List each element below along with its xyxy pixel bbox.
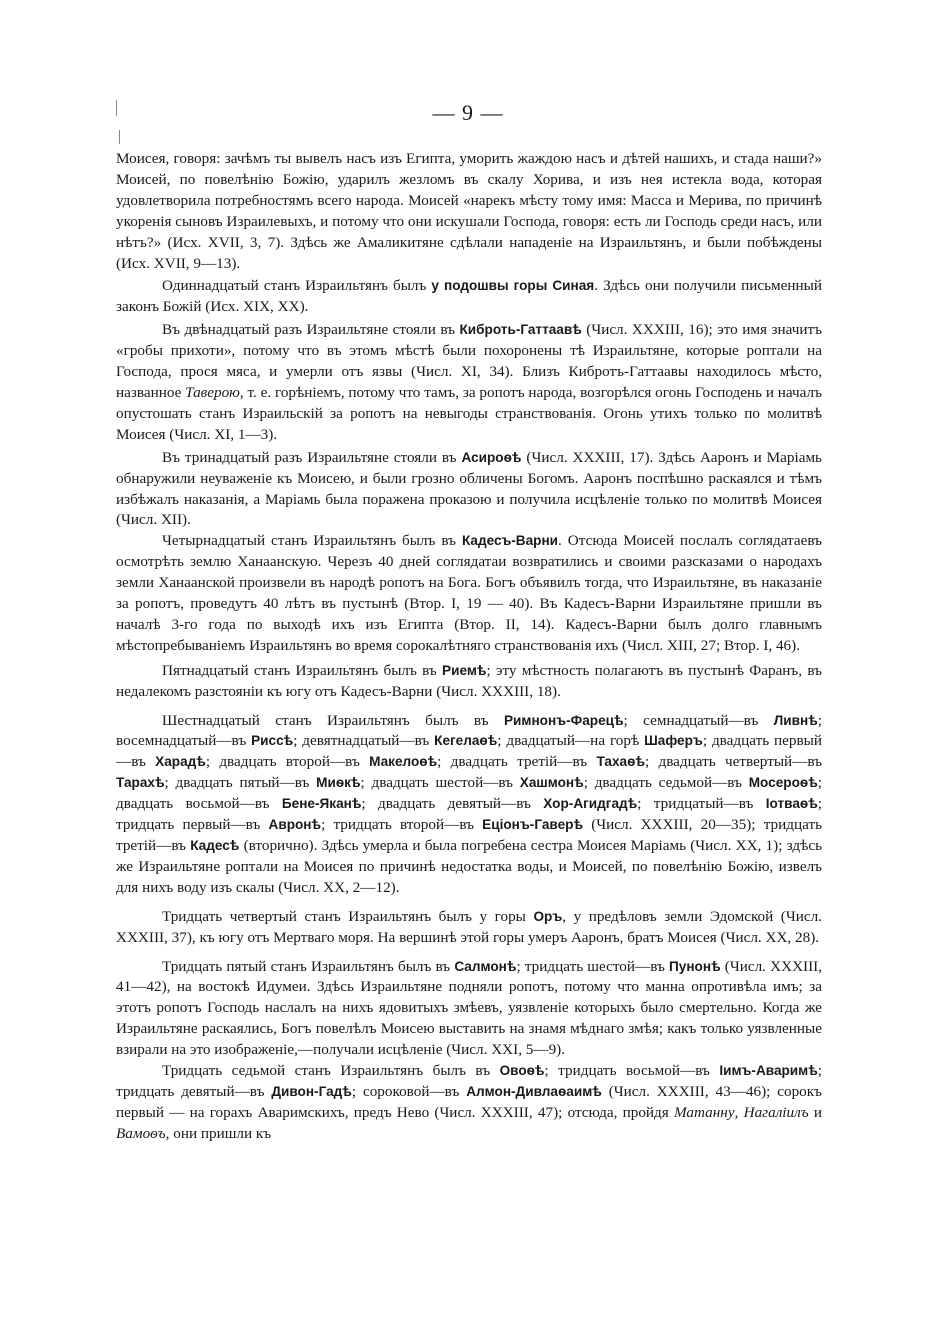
text-run: ; двадцать первый—въ <box>116 732 823 771</box>
text-run: ; тридцать второй—въ <box>321 816 483 834</box>
italic-place-name: Матанну <box>673 1103 735 1121</box>
text-run: ; тридцать восьмой—въ <box>544 1062 720 1080</box>
place-name: Овоѳѣ <box>499 1063 545 1079</box>
place-name: Тарахѣ <box>116 775 165 791</box>
text-run: ; тридцать шестой—въ <box>516 957 670 975</box>
margin-mark <box>119 130 120 144</box>
paragraph <box>116 711 822 899</box>
text-run: ; девятнадцатый—въ <box>293 732 435 750</box>
body-text <box>116 149 822 1145</box>
text-run: Шестнадцатый станъ Израильтянъ былъ въ <box>162 711 504 729</box>
text-run: (Числ. XXXIII, 20—35); тридцать третій—въ <box>116 816 823 854</box>
place-name: Мосероѳѣ <box>748 775 818 791</box>
text-run: (Числ. XXXIII, 17). Здѣсь Ааронъ и Маріамь обнаружили неуваженіе къ Моисею, и были грозно обличены Богомъ. Ааронъ поспѣшно раскаялся и тѣмъ избѣжалъ наказанія, а Маріамь была поражена проказою и получила исцѣленіе только по молитвѣ Моисея (Числ. XII). <box>116 448 822 529</box>
text-run: Въ тринадцатый разъ Израильтяне стояли въ <box>162 448 462 466</box>
place-name: Ливнѣ <box>773 712 818 728</box>
text-run: Тридцать четвертый станъ Израильтянъ былъ у горы <box>162 907 534 925</box>
place-name: Дивон-Гадѣ <box>271 1083 352 1099</box>
place-name: Миѳкѣ <box>316 775 361 791</box>
text-run: , они пришли къ <box>165 1124 272 1142</box>
place-name: Хор-Агидгадѣ <box>543 796 638 812</box>
text-run: (Числ. XXXIII, 16); это имя значитъ «гробы прихоти», потому что въ этомъ мѣстѣ были похоронены тѣ Израильтяне, которые роптали на Господа, прося мяса, и умерли отъ язвы (Числ. XI, 34). Близъ Кибротъ-Гаттаавы находилось мѣсто, названное <box>116 321 822 401</box>
text-run: ; двадцать девятый—въ <box>361 795 544 813</box>
place-name: Іотваѳѣ <box>765 796 818 812</box>
place-name: Кегелаѳѣ <box>434 733 498 749</box>
paragraph <box>116 320 822 445</box>
italic-place-name: Нагаліилъ <box>743 1103 809 1121</box>
page-number: — 9 — <box>432 100 504 125</box>
text-run: ; тридцать первый—въ <box>116 795 822 834</box>
text-run: , у предѣловъ земли Эдомской (Числ. XXXIII, 37), къ югу отъ Мертваго моря. На вершинѣ этой горы умеръ Ааронъ, братъ Моисея (Числ. XX, 28). <box>116 907 822 946</box>
text-run: Пятнадцатый станъ Израильтянъ былъ въ <box>162 661 443 679</box>
paragraph <box>116 907 822 949</box>
text-run: ; семнадцатый—въ <box>623 711 774 729</box>
place-name: Алмон-Дивлаѳаимѣ <box>466 1083 602 1099</box>
place-name: Риемѣ <box>442 662 487 678</box>
place-name: Римнонъ-Фарецѣ <box>503 712 624 728</box>
place-name: Авронѣ <box>268 817 322 833</box>
text-run: Тридцать пятый станъ Израильтянъ былъ въ <box>162 957 455 975</box>
place-name: Кадесъ-Варни <box>461 533 559 549</box>
text-run: (Числ. XXXIII, 43—46); сорокъ первый — на горахъ Аваримскихъ, предъ Нево (Числ. XXXIII, 47); отсюда, пройдя <box>116 1082 822 1121</box>
text-run: ; двадцать седьмой—въ <box>583 774 749 792</box>
text-run: ; сороковой—въ <box>351 1082 467 1100</box>
place-name: Оръ <box>533 908 563 924</box>
text-run: и <box>808 1103 822 1121</box>
italic-place-name: Вамоѳъ <box>116 1124 166 1142</box>
place-name: Асироѳѣ <box>461 449 522 465</box>
place-name: Харадѣ <box>155 754 206 770</box>
text-run: (вторично). Здѣсь умерла и была погребена сестра Моисея Маріамь (Числ. XX, 1); здѣсь же Израильтяне роптали на Моисея по причинѣ недостатка воды, и Моисей, по повелѣнію Божію, извелъ для нихъ воду изъ скалы (Числ. XX, 2—12). <box>116 837 822 896</box>
text-run: Четырнадцатый станъ Израильтянъ былъ въ <box>162 532 462 550</box>
place-name: Кадесѣ <box>190 838 240 853</box>
place-name: Риссѣ <box>251 733 294 749</box>
text-run: ; двадцатый—на горѣ <box>497 732 645 750</box>
place-name: Пунонѣ <box>669 958 721 974</box>
text-run: ; двадцать третій—въ <box>437 753 597 771</box>
text-run: , т. е. горѣніемъ, потому что тамъ, за ропотъ народа, возгорѣлся огонь Господень и началъ опустошать станъ Израильскій за ропотъ на невыгоды странствованія. Огонь утихъ только по молитвѣ Моисея (Числ. XI, 1—3). <box>116 383 822 443</box>
place-name: Еціонъ-Гаверѣ <box>482 817 584 833</box>
place-name: Іимъ-Аваримѣ <box>719 1063 818 1079</box>
text-run: ; двадцать шестой—въ <box>360 774 520 792</box>
text-run: Моисея, говоря: зачѣмъ ты вывелъ насъ изъ Египта, уморить жаждою насъ и дѣтей нашихъ, и стада наши?» Моисей, по повелѣнію Божію, ударилъ жезломъ въ скалу Хорива, и изъ нея истекла вода, которая удовлетворила потребностямъ всего народа. Моисей «нарекъ мѣсту тому имя: Масса и Мерива, по причинѣ укоренія сыновъ Израилевыхъ, и потому что они искушали Господа, говоря: есть ли Господь среди насъ, или нѣтъ?» (Исх. XVII, 3, 7). Здѣсь же Амаликитяне сдѣлали нападеніе на Израильтянъ, и были побѣждены (Исх. XVII, 9—13). <box>116 150 822 272</box>
paragraph <box>116 276 822 318</box>
place-name: Хашмонѣ <box>519 775 584 791</box>
place-name: Тахаѳѣ <box>596 754 645 770</box>
text-run: ; тридцатый—въ <box>637 795 766 813</box>
text-run: . Здѣсь они получили письменный законъ Божій (Исх. XIX, XX). <box>116 277 823 316</box>
text-run: . Отсюда Моисей послалъ соглядатаевъ осмотрѣть землю Ханаанскую. Черезъ 40 дней соглядатаи возвратились и своими разсказами о народахъ земли Ханаанской произвели въ народѣ ропотъ на Бога. Богъ объявилъ тогда, что Израильтяне, въ наказаніе за ропотъ, проведутъ 40 лѣтъ въ пустынѣ (Втор. I, 19 — 40). Въ Кадесъ-Варни Израильтяне пришли въ началѣ 3-го года по выходѣ ихъ изъ Египта (Втор. II, 14). Кадесъ-Варни былъ долго главнымъ мѣстопребываніемъ Израильтянъ во время сорокалѣтняго странствованія ихъ (Числ. XIII, 27; Втор. I, 46). <box>116 532 823 654</box>
text-run: Одиннадцатый станъ Израильтянъ былъ <box>162 277 432 295</box>
text-run: Въ двѣнадцатый разъ Израильтяне стояли въ <box>162 321 460 339</box>
text-run: ; эту мѣстность полагаютъ въ пустынѣ Фаранъ, въ недалекомъ разстояніи къ югу отъ Кадесъ-Варни (Числ. XXXIII, 18). <box>116 661 822 700</box>
paragraph <box>116 149 822 274</box>
paragraph <box>116 448 822 532</box>
text-run: (Числ. XXXIII, 41—42), на востокѣ Идумеи. Здѣсь Израильтяне подняли ропотъ, потому что манна опротивѣла имъ; за этотъ ропотъ Господь наслалъ на нихъ ядовитыхъ змѣевъ, уязвленіе которыхъ было смертельно. Когда же Израильтяне раскаялись, Богъ повелѣлъ Моисею выставить на знамя мѣднаго змѣя; какъ только уязвленные взирали на это изображеніе,—получали исцѣленіе (Числ. XXI, 5—9). <box>116 957 823 1059</box>
place-name: Бене-Яканѣ <box>281 796 362 812</box>
place-name: Киброть-Гаттаавѣ <box>459 322 582 338</box>
text-run: Тридцать седьмой станъ Израильтянъ былъ въ <box>162 1062 500 1080</box>
place-name: Салмонѣ <box>454 958 517 974</box>
place-name: у подошвы горы Синая <box>431 278 595 294</box>
text-run: ; тридцать девятый—въ <box>116 1062 823 1100</box>
place-name: Шаферъ <box>644 733 703 749</box>
paragraph <box>116 1061 822 1145</box>
paragraph <box>116 531 822 656</box>
italic-place-name: Таверою <box>185 383 240 401</box>
text-run: ; восемнадцатый—въ <box>116 711 822 750</box>
paragraph <box>116 661 822 703</box>
text-run: ; двадцать восьмой—въ <box>116 774 822 813</box>
text-run: ; двадцать пятый—въ <box>164 774 317 792</box>
text-run: ; двадцать второй—въ <box>205 753 370 771</box>
place-name: Макелоѳѣ <box>369 754 438 770</box>
text-run: ; двадцать четвертый—въ <box>644 753 823 771</box>
paragraph <box>116 957 822 1062</box>
text-run: , <box>734 1103 744 1121</box>
